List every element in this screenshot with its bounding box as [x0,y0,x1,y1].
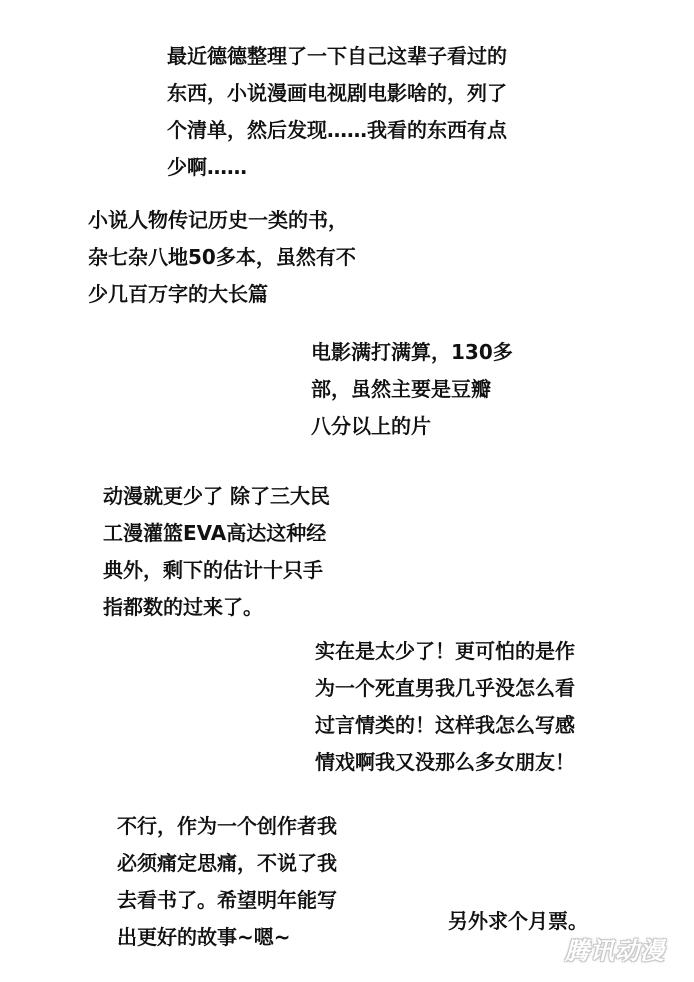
text-line: 实在是太少了！更可怕的是作 [315,639,575,663]
text-line: 东西，小说漫画电视剧电影啥的，列了 [167,81,507,105]
text-line: 工漫灌篮EVA高达这种经 [103,521,327,545]
text-line: 出更好的故事~嗯~ [117,925,291,949]
paragraph-intro [167,38,507,186]
text-line: 典外，剩下的估计十只手 [103,558,323,582]
text-line: 电影满打满算，130多 [311,340,513,364]
watermark-logo: 腾讯动漫 [565,937,665,965]
text-line: 指都数的过来了。 [103,595,263,619]
text-line: 为一个死直男我几乎没怎么看 [315,676,575,700]
text-line: 动漫就更少了 除了三大民 [103,484,330,508]
text-line: 个清单，然后发现……我看的东西有点 [167,118,507,142]
text-line: 不行，作为一个创作者我 [117,814,337,838]
text-line: 部，虽然主要是豆瓣 [311,377,491,401]
text-line: 最近德德整理了一下自己这辈子看过的 [167,44,507,68]
paragraph-anime [103,478,330,626]
text-line: 小说人物传记历史一类的书， [88,208,348,232]
paragraph-books [88,202,356,313]
text-line: 去看书了。希望明年能写 [117,888,337,912]
paragraph-romance [315,633,575,781]
paragraph-resolution [117,808,337,956]
text-line: 少几百万字的大长篇 [88,282,268,306]
text-line: 另外求个月票。 [448,909,588,933]
text-line: 必须痛定思痛，不说了我 [117,851,337,875]
text-line: 情戏啊我又没那么多女朋友！ [315,750,575,774]
paragraph-movies [311,334,513,445]
text-line: 过言情类的！这样我怎么写感 [315,713,575,737]
text-line: 杂七杂八地50多本，虽然有不 [88,245,356,269]
text-line: 少啊…… [167,155,247,179]
text-line: 八分以上的片 [311,414,431,438]
